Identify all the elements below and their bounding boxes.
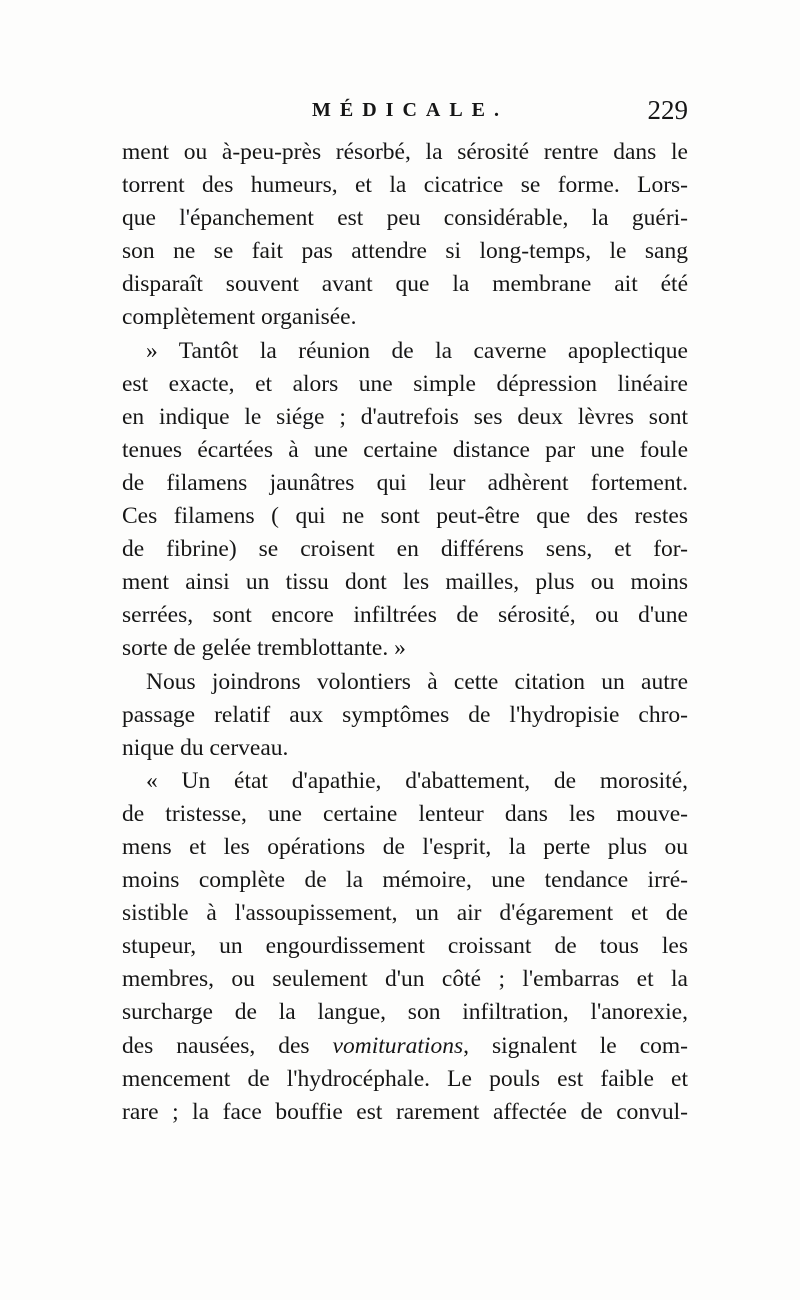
text-line: stupeur, un engourdissement croissant de tous les [122,933,688,960]
text-line: membres, ou seulement d'un côté ; l'embarras et la [122,966,688,993]
text-line: que l'épanchement est peu considérable, la guéri- [122,205,688,232]
text-line: torrent des humeurs, et la cicatrice se forme. Lors- [122,172,688,199]
text-line: de tristesse, une certaine lenteur dans les mouve- [122,800,688,827]
text-line: moins complète de la mémoire, une tendance irré- [122,867,688,894]
text-line: en indique le siége ; d'autrefois ses deux lèvres sont [122,403,688,430]
text-line: tenues écartées à une certaine distance par une foule [122,436,688,463]
body-text [122,136,688,1129]
text-line: sorte de gelée tremblottante. » [122,635,406,662]
text-line: passage relatif aux symptômes de l'hydropisie chro- [122,701,688,728]
text-line: nique du cerveau. [122,734,289,761]
text-line: Ces filamens ( qui ne sont peut-être que des restes [122,503,688,530]
text-line: est exacte, et alors une simple dépression linéaire [122,370,688,397]
text-line: mencement de l'hydrocéphale. Le pouls est faible et [122,1065,688,1092]
text-line: ment ainsi un tissu dont les mailles, plus ou moins [122,569,688,596]
text-line: sistible à l'assoupissement, un air d'égarement et de [122,900,688,927]
text-line: ment ou à-peu-près résorbé, la sérosité rentre dans le [122,139,688,165]
text-line: rare ; la face bouffie est rarement affectée de convul- [122,1098,688,1125]
text-line: de filamens jaunâtres qui leur adhèrent fortement. [122,469,688,496]
text-line: disparaît souvent avant que la membrane ait été [122,271,688,298]
text-line: serrées, sont encore infiltrées de sérosité, ou d'une [122,602,688,629]
text-line: Nous joindrons volontiers à cette citation un autre [146,668,688,695]
text-line: complètement organisée. [122,304,357,331]
italic-term: vomiturations [332,1032,464,1059]
text-line: mens et les opérations de l'esprit, la perte plus ou [122,833,688,860]
text-line: de fibrine) se croisent en différens sens, et for- [122,536,688,563]
text-line: « Un état d'apathie, d'abattement, de morosité, [146,767,688,794]
text-line: surcharge de la langue, son infiltration, l'anorexie, [122,999,688,1026]
running-title: MÉDICALE. [312,99,509,121]
running-head [122,92,688,128]
text-line [122,1030,688,1063]
text-line: son ne se fait pas attendre si long-temps, le sang [122,238,688,265]
text-segment: des nausées, des [122,1032,333,1059]
page-number: 229 [647,95,688,125]
text-line: » Tantôt la réunion de la caverne apoplectique [146,337,688,364]
text-segment: , signalent le com- [463,1032,689,1059]
